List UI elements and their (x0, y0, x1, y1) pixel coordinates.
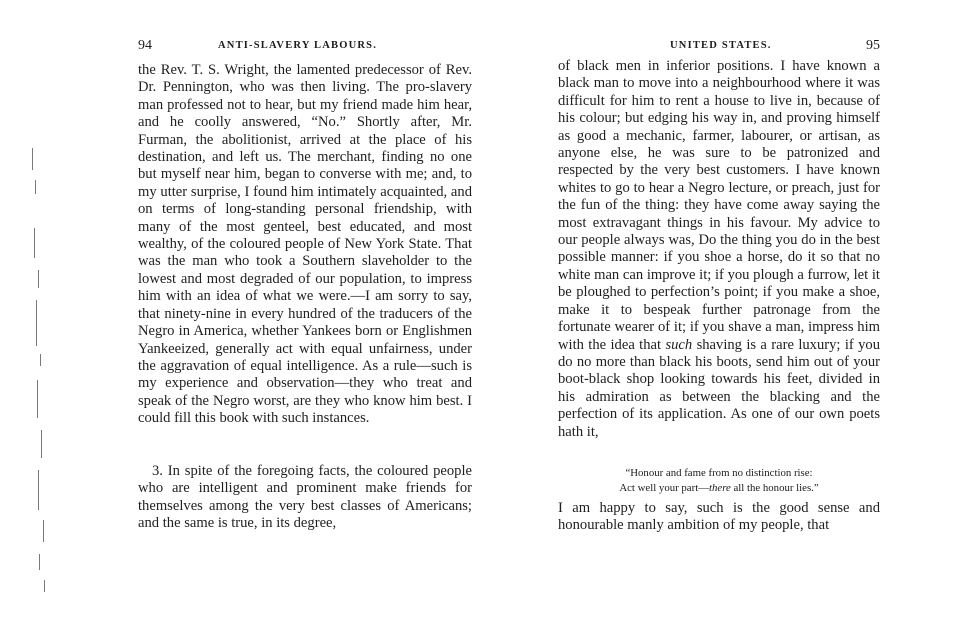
paragraph: 3. In spite of the foregoing facts, the coloured people who are intelligent and prominent make friends for themselves among the very best classes of Americans; and the same is true, in its degree, (138, 463, 472, 532)
quote-text: Act well your part— (619, 482, 709, 494)
running-head: UNITED STATES. (670, 40, 772, 51)
quote-line: “Honour and fame from no distinction rise: (625, 467, 813, 479)
page-number: 95 (866, 38, 880, 53)
paragraph: I am happy to say, such is the good sense and honourable manly ambition of my people, that (558, 500, 880, 534)
emphasis: such (665, 336, 693, 353)
paragraph (558, 58, 880, 441)
running-head: ANTI-SLAVERY LABOURS. (218, 40, 378, 51)
quote-line (558, 481, 880, 496)
paragraph: the Rev. T. S. Wright, the lamented predecessor of Rev. Dr. Pennington, who was then living. The pro-slavery man professed not to hear, but my friend made him hear, and he coolly answered, “No.” Shortly after, Mr. Furman, the abolitionist, arrived at the place of his destination, and left us. The merchant, finding no one but myself near him, began to converse with me; and, to my utter surprise, I found him intimately acquainted, and on terms of long-standing personal friendship, with many of the most genteel, best educated, and most wealthy, of the coloured people of New York State. That was the man who took a Southern slaveholder to the lowest and most degraded of our population, to impress him with an idea of what we were.—I am sorry to say, that ninety-nine in every hundred of the traducers of the Negro in America, whether Yankees born or Englishmen Yankeeized, generally act with equal unfairness, under the aggravation of equal intelligence. As a rule—such is my experience and observation—they who treat and speak of the Negro worst, are they who know him best. I could fill this book with such instances. (138, 62, 472, 427)
quote-text: all the honour lies.” (730, 482, 819, 494)
paragraph-text: shaving is a rare luxury; if you do no more than black his boots, send him out of your boot-black shop looking towards his feet, divided in his admiration as between the blacking and the perfection of its application. As one of our own poets hath it, (558, 336, 881, 440)
page-number: 94 (138, 38, 152, 53)
binding-gutter-marks (28, 140, 58, 610)
paragraph-text: of black men in inferior positions. I have known a black man to move into a neighbourhood where it was difficult for him to rent a house to live in, because of his colour; but edging his way in, and proving himself as good a mechanic, farmer, labourer, or artisan, as anyone else, he was sure to be patronized and respected by the very best customers. I have known whites to go to hear a Negro lecture, or preach, just for the fun of the thing: they have come away saying the most extravagant things in his favour. My advice to our people always was, Do the thing you do in the best possible manner: if you shoe a horse, do it so that no white man can improve it; if you plough a furrow, let it be ploughed to perfection’s point; if you make a shoe, make it to bespeak further patronage from the fortunate wearer of it; if you shave a man, impress him with the idea that (558, 58, 880, 353)
quote-emphasis: there (709, 482, 731, 494)
